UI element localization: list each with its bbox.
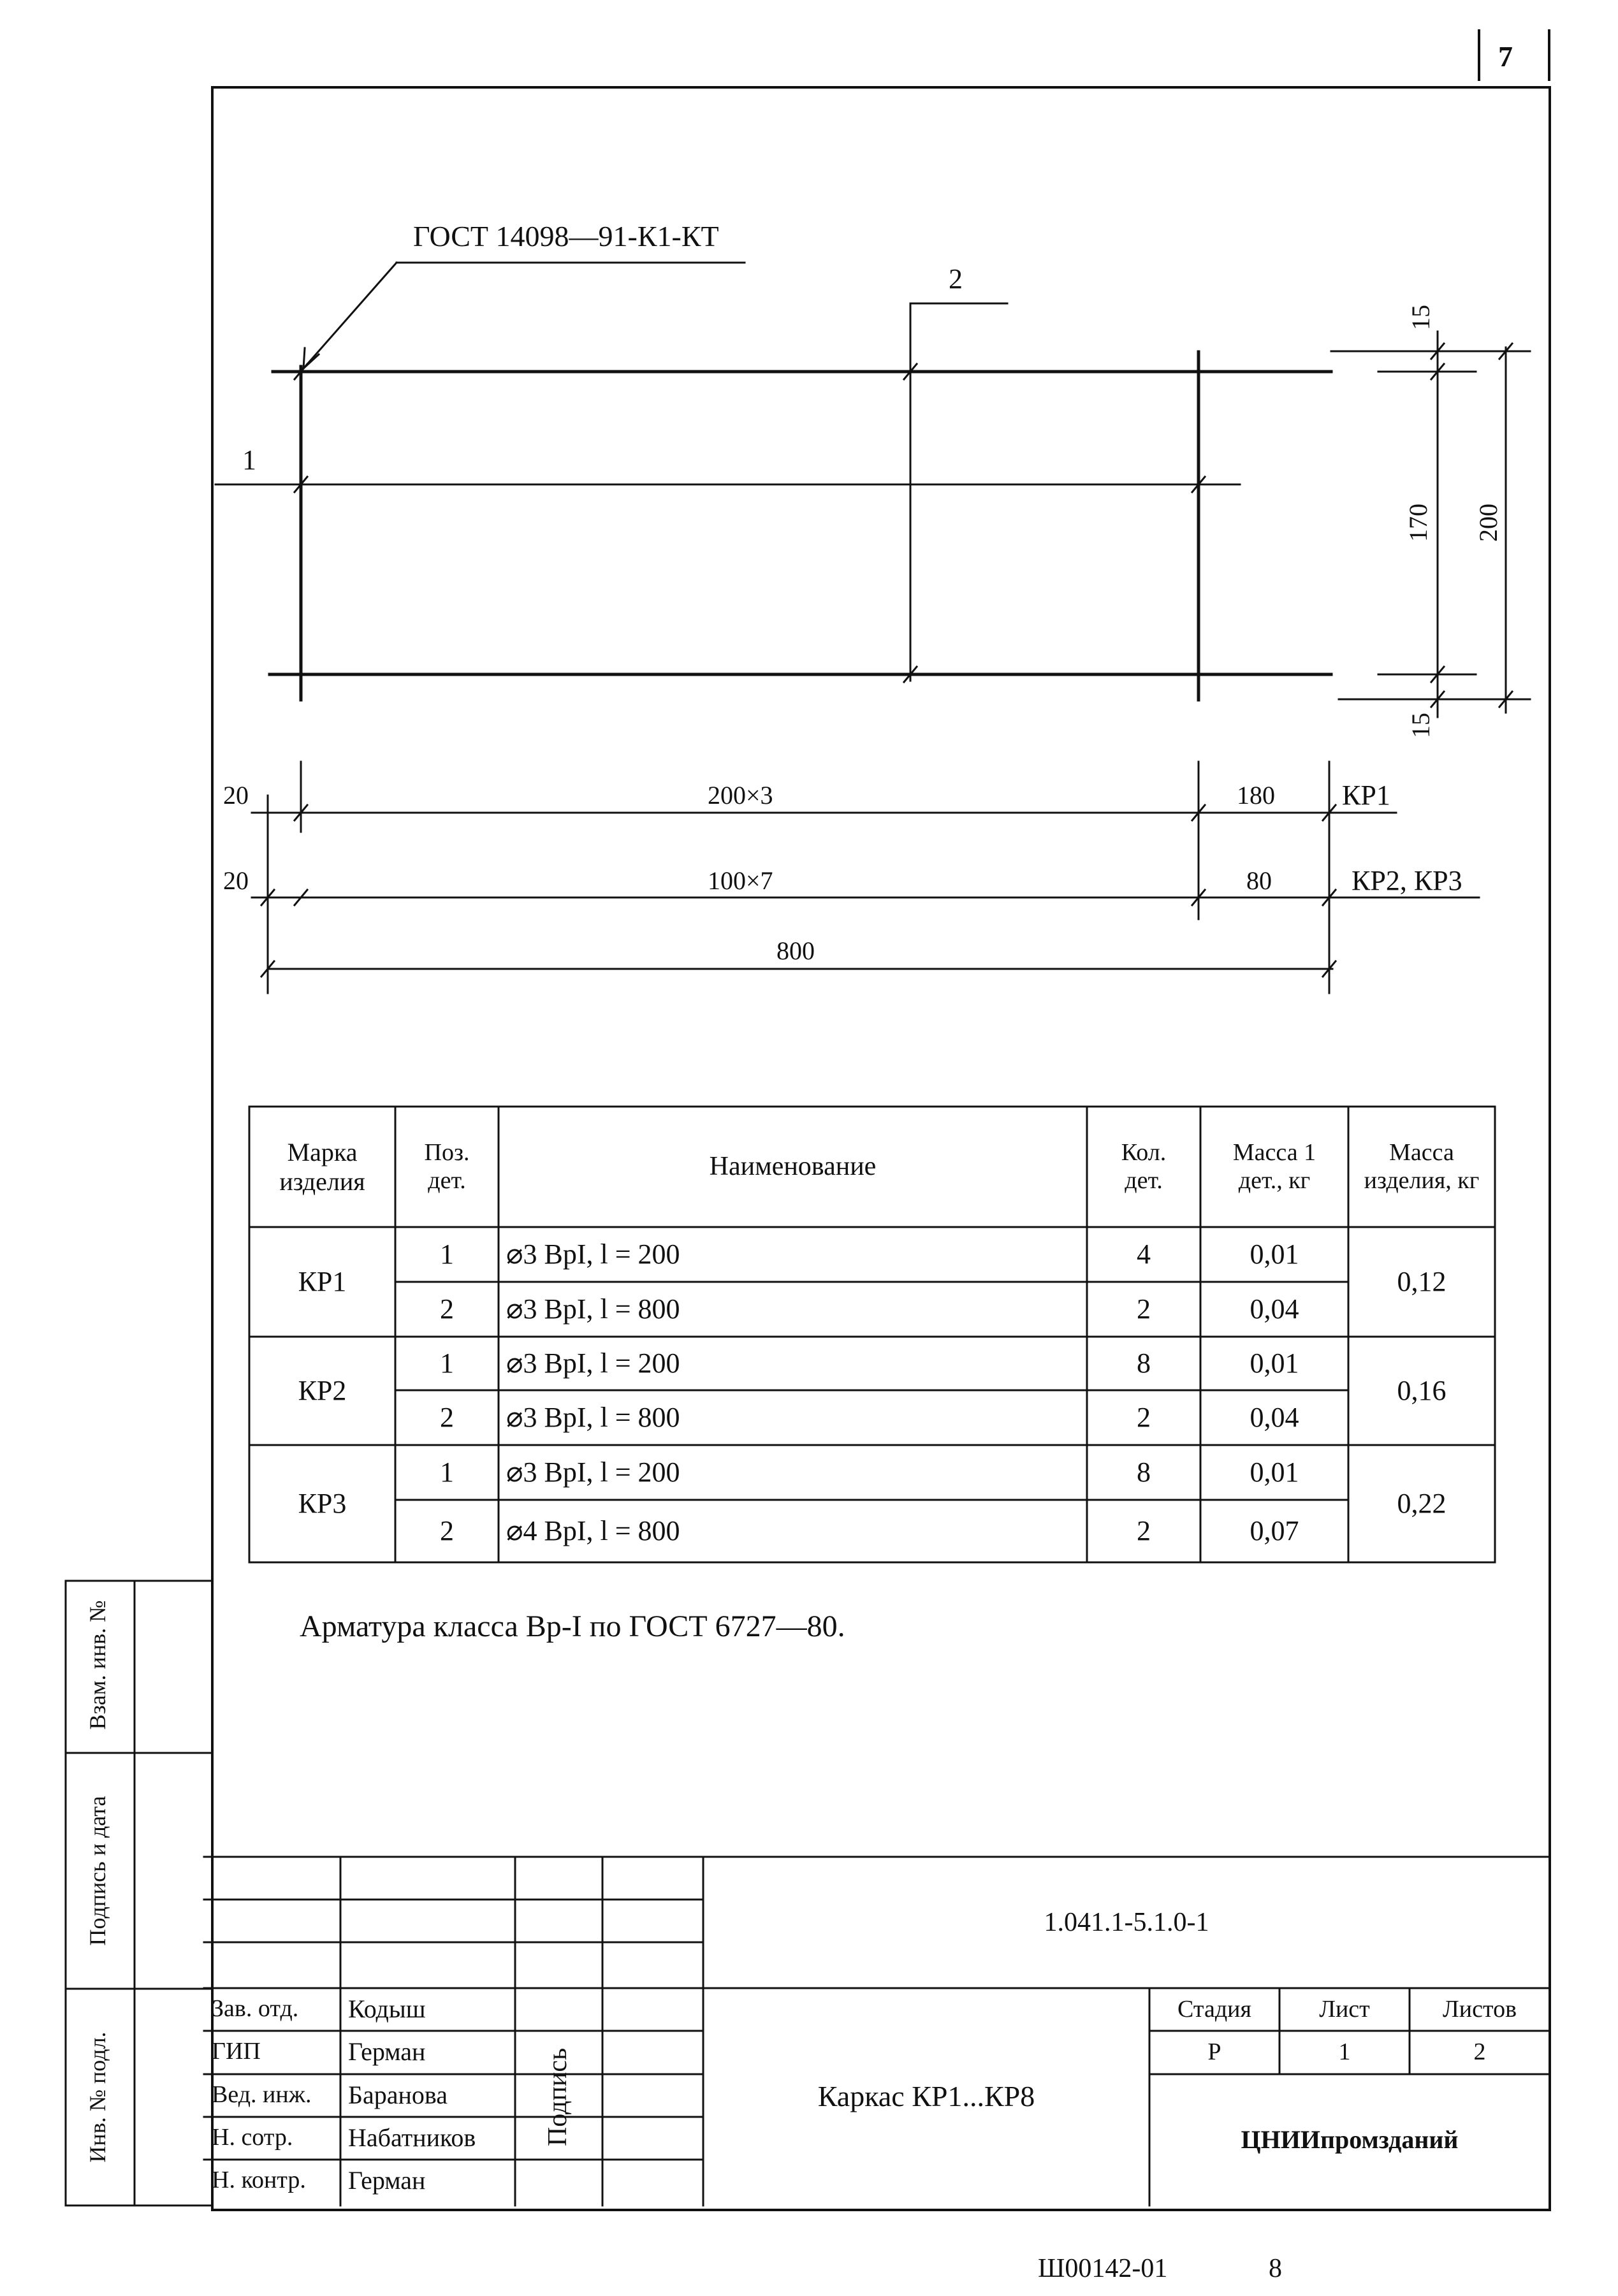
header-mass-total: Масса изделия, кг (1364, 1138, 1480, 1194)
signer-role: Зав. отд. (212, 1995, 299, 2022)
row-name: ⌀3 ВрI, l = 800 (506, 1401, 680, 1433)
mark-kr2-kr3: КР2, КР3 (1352, 865, 1462, 896)
signer-name: Баранова (348, 2081, 448, 2109)
signer-name: Набатников (348, 2123, 476, 2152)
signer-role: ГИП (212, 2038, 261, 2065)
row-pos: 2 (440, 1293, 454, 1325)
row-qty: 8 (1137, 1456, 1151, 1488)
note-text: Арматура класса Вр-I по ГОСТ 6727—80. (300, 1609, 845, 1643)
row-pos: 1 (440, 1347, 454, 1379)
sheets-header: Листов (1442, 1995, 1517, 2023)
dim-200: 200 (1474, 504, 1503, 542)
organization: ЦНИИпромзданий (1241, 2125, 1459, 2154)
row-mark: КР2 (298, 1374, 347, 1406)
dim-20-b: 20 (223, 866, 249, 895)
header-qty: Кол. дет. (1121, 1138, 1167, 1194)
row-name: ⌀3 ВрI, l = 200 (506, 1347, 680, 1379)
signer-role: Н. контр. (212, 2167, 306, 2193)
signer-name: Кодыш (348, 1994, 426, 2023)
page-number: 7 (1498, 40, 1513, 73)
row-qty: 2 (1137, 1515, 1151, 1546)
row-mark: КР1 (298, 1265, 347, 1297)
side-stamp-inv-podl: Инв. № подл. (85, 2031, 110, 2163)
signer-name: Герман (348, 2166, 426, 2195)
position-2-label: 2 (949, 263, 963, 294)
side-stamp-signature-date: Подпись и дата (85, 1796, 110, 1946)
side-stamp-vzam: Взам. инв. № (85, 1600, 110, 1730)
position-1-label: 1 (242, 444, 256, 476)
row-mass: 0,04 (1250, 1293, 1299, 1325)
row-mass: 0,07 (1250, 1515, 1299, 1546)
row-mass: 0,04 (1250, 1401, 1299, 1433)
header-pos: Поз. дет. (424, 1138, 470, 1194)
row-qty: 4 (1137, 1238, 1151, 1270)
callout-gost: ГОСТ 14098—91-К1-КТ (413, 220, 719, 252)
cage-drawing (215, 263, 1331, 700)
horizontal-dimensions (252, 762, 1479, 993)
row-pos: 1 (440, 1456, 454, 1488)
header-name: Наименование (709, 1152, 877, 1182)
row-name: ⌀3 ВрI, l = 200 (506, 1238, 680, 1270)
signer-name: Герман (348, 2037, 426, 2066)
dim-15-bottom: 15 (1406, 713, 1435, 738)
document-code: 1.041.1-5.1.0-1 (1044, 1907, 1209, 1937)
sheet-value: 1 (1338, 2038, 1351, 2066)
dim-80: 80 (1246, 866, 1272, 895)
row-pos: 2 (440, 1515, 454, 1546)
row-mass: 0,01 (1250, 1456, 1299, 1488)
row-mass: 0,01 (1250, 1238, 1299, 1270)
row-mark: КР3 (298, 1487, 347, 1519)
dim-170: 170 (1404, 504, 1432, 542)
signer-role: Н. сотр. (212, 2124, 293, 2151)
header-mass-one: Масса 1 дет., кг (1232, 1138, 1316, 1194)
signer-role: Вед. инж. (212, 2081, 312, 2108)
row-qty: 2 (1137, 1401, 1151, 1433)
row-mass-total: 0,16 (1397, 1374, 1447, 1406)
row-pos: 2 (440, 1401, 454, 1433)
sheet-header: Лист (1319, 1995, 1370, 2023)
dim-15-top: 15 (1406, 305, 1435, 330)
row-mass-total: 0,22 (1397, 1487, 1447, 1519)
row-name: ⌀4 ВрI, l = 800 (506, 1515, 680, 1546)
sheets-value: 2 (1473, 2038, 1486, 2066)
dim-180: 180 (1237, 781, 1275, 810)
row-qty: 8 (1137, 1347, 1151, 1379)
dim-800: 800 (776, 936, 815, 965)
dim-200x3: 200×3 (708, 781, 773, 810)
header-mark: Марка изделия (279, 1137, 365, 1196)
footer-code: Ш00142-01 (1038, 2254, 1168, 2283)
mark-kr1: КР1 (1342, 780, 1390, 811)
stage-header: Стадия (1177, 1995, 1251, 2023)
dim-100x7: 100×7 (708, 866, 773, 895)
row-name: ⌀3 ВрI, l = 200 (506, 1456, 680, 1488)
stage-value: Р (1207, 2038, 1221, 2066)
signature-column-label: Подпись (543, 2047, 572, 2147)
row-mass: 0,01 (1250, 1347, 1299, 1379)
dim-20-a: 20 (223, 781, 249, 810)
drawing-title: Каркас КР1...КР8 (817, 2080, 1035, 2113)
row-qty: 2 (1137, 1293, 1151, 1325)
footer-number: 8 (1269, 2254, 1282, 2283)
row-mass-total: 0,12 (1397, 1265, 1447, 1297)
row-name: ⌀3 ВрI, l = 800 (506, 1293, 680, 1325)
callout-gost-leader (303, 263, 397, 368)
row-pos: 1 (440, 1238, 454, 1270)
